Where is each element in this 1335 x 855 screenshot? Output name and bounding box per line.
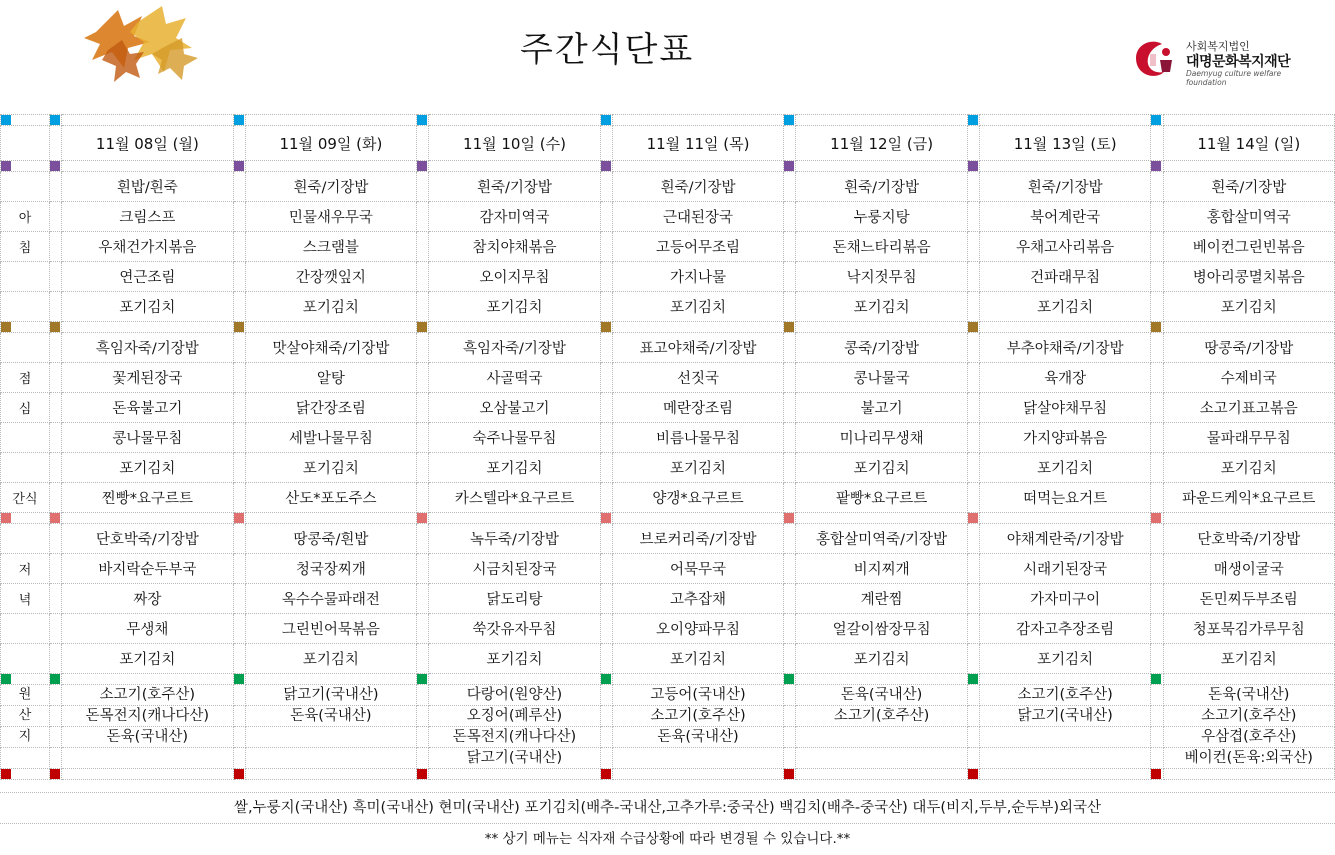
menu-cell: 숙주나물무침 — [429, 423, 600, 453]
menu-cell: 콩나물국 — [796, 363, 967, 393]
day-header: 11월 14일 (일) — [1163, 126, 1334, 161]
menu-cell: 돈민찌두부조림 — [1163, 584, 1334, 614]
menu-cell: 참치야채볶음 — [429, 232, 600, 262]
meal-label — [1, 292, 50, 322]
menu-cell: 미나리무생채 — [796, 423, 967, 453]
menu-cell: 포기김치 — [1163, 292, 1334, 322]
menu-cell: 포기김치 — [245, 453, 416, 483]
menu-cell: 부추야채죽/기장밥 — [980, 333, 1151, 363]
menu-cell: 콩나물무침 — [62, 423, 233, 453]
menu-cell: 물파래무무침 — [1163, 423, 1334, 453]
page-header — [0, 0, 1335, 112]
dinner-row — [1, 524, 1335, 554]
meal-label — [1, 644, 50, 674]
menu-cell: 포기김치 — [245, 644, 416, 674]
origin-row — [1, 706, 1335, 727]
menu-cell: 흰죽/기장밥 — [1163, 172, 1334, 202]
color-marker — [784, 115, 794, 125]
color-marker — [417, 161, 427, 171]
breakfast-row — [1, 262, 1335, 292]
menu-cell: 땅콩죽/흰밥 — [245, 524, 416, 554]
menu-cell: 포기김치 — [796, 292, 967, 322]
menu-cell: 포기김치 — [612, 292, 783, 322]
menu-cell: 수제비국 — [1163, 363, 1334, 393]
menu-cell: 계란찜 — [796, 584, 967, 614]
color-marker — [1, 769, 11, 779]
menu-cell: 옥수수물파래전 — [245, 584, 416, 614]
menu-cell: 비름나물무침 — [612, 423, 783, 453]
breakfast-row — [1, 172, 1335, 202]
dinner-row — [1, 554, 1335, 584]
logo-name: 대명문화복지재단 — [1186, 54, 1291, 70]
meal-label: 원 — [1, 685, 50, 706]
origin-cell: 소고기(호주산) — [796, 706, 967, 727]
menu-cell: 고추잡채 — [612, 584, 783, 614]
autumn-leaves-icon — [78, 2, 206, 84]
menu-cell: 파운드케익*요구르트 — [1163, 483, 1334, 513]
menu-cell: 바지락순두부국 — [62, 554, 233, 584]
menu-cell: 산도*포도주스 — [245, 483, 416, 513]
dinner-row — [1, 584, 1335, 614]
menu-cell: 누룽지탕 — [796, 202, 967, 232]
color-marker — [50, 513, 60, 523]
color-marker — [417, 322, 427, 332]
section-separator — [1, 513, 1335, 524]
section-separator — [1, 322, 1335, 333]
menu-cell: 크림스프 — [62, 202, 233, 232]
menu-cell: 오삼불고기 — [429, 393, 600, 423]
menu-cell: 그린빈어묵볶음 — [245, 614, 416, 644]
menu-cell: 흰죽/기장밥 — [245, 172, 416, 202]
origin-cell: 베이컨(돈육:외국산) — [1163, 748, 1334, 769]
menu-cell: 포기김치 — [796, 453, 967, 483]
menu-cell: 건파래무침 — [980, 262, 1151, 292]
meal-label — [1, 524, 50, 554]
dinner-row — [1, 614, 1335, 644]
origin-cell — [980, 748, 1151, 769]
day-header: 11월 12일 (금) — [796, 126, 967, 161]
menu-cell: 매생이굴국 — [1163, 554, 1334, 584]
menu-cell: 스크램블 — [245, 232, 416, 262]
origin-cell: 소고기(호주산) — [612, 706, 783, 727]
menu-cell: 비지찌개 — [796, 554, 967, 584]
origin-cell — [796, 748, 967, 769]
menu-cell: 오이양파무침 — [612, 614, 783, 644]
origin-cell — [245, 727, 416, 748]
section-separator — [1, 161, 1335, 172]
origin-cell: 돈육(국내산) — [245, 706, 416, 727]
meal-label — [1, 423, 50, 453]
color-marker — [784, 322, 794, 332]
menu-cell: 민물새우무국 — [245, 202, 416, 232]
color-marker — [1, 115, 11, 125]
origin-cell: 소고기(호주산) — [62, 685, 233, 706]
menu-cell: 흑임자죽/기장밥 — [429, 333, 600, 363]
meal-label: 산 — [1, 706, 50, 727]
day-header-row — [1, 126, 1335, 161]
menu-cell: 홍합살미역국 — [1163, 202, 1334, 232]
lunch-row — [1, 423, 1335, 453]
foundation-logo — [1130, 36, 1300, 87]
menu-cell: 청국장찌개 — [245, 554, 416, 584]
origin-cell: 닭고기(국내산) — [245, 685, 416, 706]
menu-cell: 단호박죽/기장밥 — [62, 524, 233, 554]
color-marker — [1151, 115, 1161, 125]
menu-cell: 알탕 — [245, 363, 416, 393]
menu-cell: 포기김치 — [612, 453, 783, 483]
meal-label — [1, 614, 50, 644]
menu-cell: 표고야채죽/기장밥 — [612, 333, 783, 363]
menu-cell: 감자미역국 — [429, 202, 600, 232]
meal-label: 지 — [1, 727, 50, 748]
origin-row — [1, 685, 1335, 706]
menu-cell: 가지양파볶음 — [980, 423, 1151, 453]
menu-cell: 북어계란국 — [980, 202, 1151, 232]
breakfast-row — [1, 202, 1335, 232]
color-marker — [1, 674, 11, 684]
section-separator — [1, 674, 1335, 685]
menu-cell: 포기김치 — [980, 453, 1151, 483]
color-marker — [1151, 513, 1161, 523]
menu-cell: 꽃게된장국 — [62, 363, 233, 393]
menu-cell: 맛살야채죽/기장밥 — [245, 333, 416, 363]
lunch-row — [1, 333, 1335, 363]
color-marker — [234, 322, 244, 332]
menu-cell: 낙지젓무침 — [796, 262, 967, 292]
day-header: 11월 10일 (수) — [429, 126, 600, 161]
origin-cell: 돈육(국내산) — [796, 685, 967, 706]
color-marker — [234, 674, 244, 684]
menu-cell: 포기김치 — [1163, 453, 1334, 483]
menu-cell: 얼갈이쌈장무침 — [796, 614, 967, 644]
color-marker — [601, 161, 611, 171]
menu-cell: 오이지무침 — [429, 262, 600, 292]
menu-cell: 야채계란죽/기장밥 — [980, 524, 1151, 554]
color-marker — [1151, 674, 1161, 684]
menu-cell: 닭간장조림 — [245, 393, 416, 423]
origin-cell: 소고기(호주산) — [1163, 706, 1334, 727]
color-marker — [234, 769, 244, 779]
color-marker — [601, 674, 611, 684]
origin-cell: 돈목전지(캐나다산) — [429, 727, 600, 748]
meal-label — [1, 748, 50, 769]
menu-cell: 찐빵*요구르트 — [62, 483, 233, 513]
breakfast-row — [1, 232, 1335, 262]
meal-label — [1, 126, 50, 161]
color-marker — [417, 513, 427, 523]
menu-cell: 포기김치 — [980, 292, 1151, 322]
menu-cell: 흰죽/기장밥 — [612, 172, 783, 202]
menu-cell: 포기김치 — [245, 292, 416, 322]
menu-cell: 우채건가지볶음 — [62, 232, 233, 262]
color-marker — [234, 115, 244, 125]
origin-cell: 오징어(페루산) — [429, 706, 600, 727]
meal-label: 간식 — [1, 483, 50, 513]
color-marker — [50, 115, 60, 125]
menu-cell: 양갱*요구르트 — [612, 483, 783, 513]
menu-cell: 포기김치 — [429, 644, 600, 674]
meal-label — [1, 453, 50, 483]
meal-label: 저 — [1, 554, 50, 584]
origin-cell: 돈육(국내산) — [612, 727, 783, 748]
menu-cell: 근대된장국 — [612, 202, 783, 232]
color-marker — [50, 769, 60, 779]
meal-label: 아 — [1, 202, 50, 232]
weekly-menu-table — [0, 114, 1335, 780]
menu-cell: 감자고추장조림 — [980, 614, 1151, 644]
menu-cell: 세발나물무침 — [245, 423, 416, 453]
logo-english-name: Daemyug culture welfare foundation — [1186, 69, 1282, 87]
origin-cell — [245, 748, 416, 769]
origin-cell: 다랑어(원양산) — [429, 685, 600, 706]
breakfast-row — [1, 292, 1335, 322]
origin-cell: 닭고기(국내산) — [980, 706, 1151, 727]
logo-subtitle: 사회복지법인 — [1186, 40, 1250, 53]
menu-cell: 포기김치 — [796, 644, 967, 674]
color-marker — [968, 115, 978, 125]
menu-cell: 흑임자죽/기장밥 — [62, 333, 233, 363]
menu-cell: 포기김치 — [62, 644, 233, 674]
menu-cell: 가지나물 — [612, 262, 783, 292]
menu-cell: 가자미구이 — [980, 584, 1151, 614]
menu-cell: 흰죽/기장밥 — [796, 172, 967, 202]
menu-cell: 병아리콩멸치볶음 — [1163, 262, 1334, 292]
color-marker — [968, 674, 978, 684]
menu-cell: 짜장 — [62, 584, 233, 614]
lunch-row — [1, 453, 1335, 483]
color-marker — [784, 674, 794, 684]
menu-cell: 우채고사리볶음 — [980, 232, 1151, 262]
menu-cell: 녹두죽/기장밥 — [429, 524, 600, 554]
menu-cell: 포기김치 — [429, 292, 600, 322]
menu-cell: 단호박죽/기장밥 — [1163, 524, 1334, 554]
menu-change-notice: ** 상기 메뉴는 식자재 수급상황에 따라 변경될 수 있습니다.** — [484, 831, 851, 847]
color-marker — [784, 513, 794, 523]
meal-label — [1, 262, 50, 292]
menu-cell: 메란장조림 — [612, 393, 783, 423]
origin-cell — [612, 748, 783, 769]
foundation-logo-icon — [1130, 38, 1178, 78]
origin-cell: 돈목전지(캐나다산) — [62, 706, 233, 727]
color-marker — [968, 769, 978, 779]
color-marker — [1, 513, 11, 523]
color-marker — [968, 161, 978, 171]
menu-cell: 포기김치 — [62, 453, 233, 483]
origin-row — [1, 727, 1335, 748]
menu-cell: 선짓국 — [612, 363, 783, 393]
meal-label — [1, 333, 50, 363]
origin-cell: 우삼겹(호주산) — [1163, 727, 1334, 748]
color-marker — [1, 322, 11, 332]
color-marker — [417, 674, 427, 684]
origin-cell: 소고기(호주산) — [980, 685, 1151, 706]
color-marker — [1151, 322, 1161, 332]
color-marker — [50, 674, 60, 684]
menu-cell: 닭도리탕 — [429, 584, 600, 614]
menu-cell: 돈채느타리볶음 — [796, 232, 967, 262]
menu-cell: 흰밥/흰죽 — [62, 172, 233, 202]
menu-cell: 포기김치 — [1163, 644, 1334, 674]
color-marker — [50, 322, 60, 332]
color-marker — [601, 115, 611, 125]
day-header: 11월 11일 (목) — [612, 126, 783, 161]
color-marker — [601, 769, 611, 779]
menu-cell: 육개장 — [980, 363, 1151, 393]
color-marker — [784, 161, 794, 171]
menu-cell: 쑥갓유자무침 — [429, 614, 600, 644]
menu-cell: 카스텔라*요구르트 — [429, 483, 600, 513]
origin-cell: 닭고기(국내산) — [429, 748, 600, 769]
menu-cell: 포기김치 — [62, 292, 233, 322]
origin-cell — [980, 727, 1151, 748]
color-marker — [1151, 161, 1161, 171]
menu-cell: 연근조림 — [62, 262, 233, 292]
section-separator — [1, 115, 1335, 126]
menu-cell: 흰죽/기장밥 — [429, 172, 600, 202]
menu-cell: 포기김치 — [612, 644, 783, 674]
origin-cell — [62, 748, 233, 769]
menu-cell: 닭살야채무침 — [980, 393, 1151, 423]
menu-cell: 콩죽/기장밥 — [796, 333, 967, 363]
dinner-row — [1, 644, 1335, 674]
meal-label: 녁 — [1, 584, 50, 614]
menu-cell: 고등어무조림 — [612, 232, 783, 262]
menu-cell: 불고기 — [796, 393, 967, 423]
menu-cell: 포기김치 — [980, 644, 1151, 674]
menu-cell: 어묵무국 — [612, 554, 783, 584]
color-marker — [601, 513, 611, 523]
menu-cell: 홍합살미역죽/기장밥 — [796, 524, 967, 554]
menu-cell: 간장깻잎지 — [245, 262, 416, 292]
meal-label: 점 — [1, 363, 50, 393]
menu-cell: 사골떡국 — [429, 363, 600, 393]
menu-cell: 팥빵*요구르트 — [796, 483, 967, 513]
color-marker — [234, 161, 244, 171]
menu-cell: 시금치된장국 — [429, 554, 600, 584]
color-marker — [234, 513, 244, 523]
meal-label: 심 — [1, 393, 50, 423]
menu-cell: 땅콩죽/기장밥 — [1163, 333, 1334, 363]
origin-cell: 돈육(국내산) — [62, 727, 233, 748]
day-header: 11월 13일 (토) — [980, 126, 1151, 161]
color-marker — [784, 769, 794, 779]
menu-cell: 돈육불고기 — [62, 393, 233, 423]
snack-row — [1, 483, 1335, 513]
lunch-row — [1, 363, 1335, 393]
day-header: 11월 09일 (화) — [245, 126, 416, 161]
origin-cell — [796, 727, 967, 748]
color-marker — [601, 322, 611, 332]
color-marker — [417, 115, 427, 125]
color-marker — [968, 513, 978, 523]
meal-label — [1, 172, 50, 202]
page-title: 주간식단표 — [520, 30, 695, 70]
lunch-row — [1, 393, 1335, 423]
menu-cell: 소고기표고볶음 — [1163, 393, 1334, 423]
origin-cell: 돈육(국내산) — [1163, 685, 1334, 706]
menu-cell: 포기김치 — [429, 453, 600, 483]
origin-note: 쌀,누룽지(국내산) 흑미(국내산) 현미(국내산) 포기김치(배추-국내산,고추가루:중국산) 백김치(배추-중국산) 대두(비지,두부,순두부)외국산 — [0, 792, 1335, 824]
color-marker — [50, 161, 60, 171]
origin-cell: 고등어(국내산) — [612, 685, 783, 706]
menu-cell: 청포묵김가루무침 — [1163, 614, 1334, 644]
section-separator — [1, 769, 1335, 780]
color-marker — [968, 322, 978, 332]
menu-cell: 브로커리죽/기장밥 — [612, 524, 783, 554]
day-header: 11월 08일 (월) — [62, 126, 233, 161]
meal-label: 침 — [1, 232, 50, 262]
color-marker — [1, 161, 11, 171]
menu-cell: 베이컨그린빈볶음 — [1163, 232, 1334, 262]
menu-cell: 무생채 — [62, 614, 233, 644]
menu-cell: 시래기된장국 — [980, 554, 1151, 584]
color-marker — [417, 769, 427, 779]
origin-row — [1, 748, 1335, 769]
menu-cell: 흰죽/기장밥 — [980, 172, 1151, 202]
menu-cell: 떠먹는요거트 — [980, 483, 1151, 513]
color-marker — [1151, 769, 1161, 779]
